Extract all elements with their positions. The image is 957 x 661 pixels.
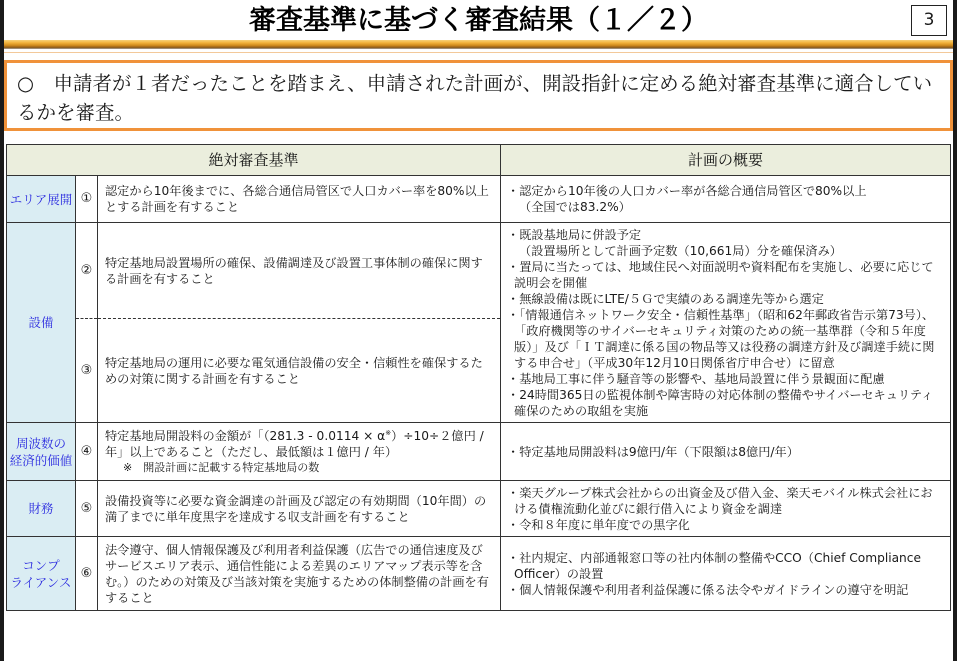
column-header-summary: 計画の概要 xyxy=(501,145,951,176)
criterion-text: 特定基地局の運用に必要な電気通信設備の安全・信頼性を確保するための対策に関する計画を有すること xyxy=(98,319,501,423)
summary-subline: （設置場所として計画予定数（10,661局）分を確保済み） xyxy=(519,243,842,258)
intro-callout xyxy=(4,60,953,131)
table-row xyxy=(7,481,951,537)
criterion-number: ② xyxy=(76,223,98,319)
category-line: 経済的価値 xyxy=(9,452,73,468)
header-divider-bar xyxy=(4,40,953,49)
criterion-number: ⑤ xyxy=(76,481,98,537)
category-cell: 設備 xyxy=(7,223,76,423)
footnote-mark: ※ xyxy=(385,428,392,437)
summary-bullet: ・「情報通信ネットワーク安全・信頼性基準」（昭和62年郵政省告示第73号）、「政府機関等のサイバーセキュリティ対策のための統一基準群（令和５年度版）」及び「ＩＴ調達に係る国の物品等又は役務の調達方針及び調達手続に関する申合せ」（平成30年12月10日関係省庁申合せ）に留意 xyxy=(507,307,935,370)
summary-bullet: ・無線設備は既にLTE/５Ｇで実績のある調達先等から選定 xyxy=(507,291,824,306)
column-header-criteria: 絶対審査基準 xyxy=(7,145,501,176)
summary-bullet: ・社内規定、内部通報窓口等の社内体制の整備やCCO（Chief Compliance Officer）の設置 xyxy=(507,550,921,581)
intro-text: ○ 申請者が１者だったことを踏まえ、申請された計画が、開設指針に定める絶対審査基準に適合しているかを審査。 xyxy=(17,72,933,124)
criterion-text: 設備投資等に必要な資金調達の計画及び認定の有効期間（10年間）の満了までに単年度黒字を達成する収支計画を有すること xyxy=(98,481,501,537)
review-criteria-table xyxy=(6,144,951,611)
summary-bullet: ・令和８年度に単年度での黒字化 xyxy=(507,517,690,532)
criterion-number: ③ xyxy=(76,319,98,423)
summary-bullet: ・認定から10年後の人口カバー率が各総合通信局管区で80%以上 xyxy=(507,184,867,198)
criterion-text: 法令遵守、個人情報保護及び利用者利益保護（広告での通信速度及びサービスエリア表示、通信性能による差異のエリアマップ表示等を含む。）のための対策及び当該対策を実施するための体制整備の計画を有すること xyxy=(98,537,501,611)
summary-bullet: ・個人情報保護や利用者利益保護に係る法令やガイドラインの遵守を明記 xyxy=(507,582,909,597)
summary-cell xyxy=(501,537,951,611)
table-row xyxy=(7,537,951,611)
category-cell xyxy=(7,537,76,611)
summary-cell xyxy=(501,423,951,481)
summary-bullet: ・置局に当たっては、地域住民へ対面説明や資料配布を実施し、必要に応じて説明会を開催 xyxy=(507,259,934,290)
criterion-formula-end: ）÷10÷２億円 / 年」以上であること（ただし、最低額は１億円 / 年） xyxy=(105,428,484,459)
criterion-text xyxy=(98,423,501,481)
category-line: コンプ xyxy=(22,557,60,573)
page-title: 審査基準に基づく審査結果（１／２） xyxy=(249,5,708,36)
summary-cell xyxy=(501,481,951,537)
summary-subline: （全国では83.2%） xyxy=(519,200,631,214)
table-row xyxy=(7,176,951,223)
header-divider-thin-line xyxy=(4,52,953,53)
summary-bullet: ・特定基地局開設料は9億円/年（下限額は8億円/年） xyxy=(507,444,799,459)
criterion-formula: 特定基地局開設料の金額が「（281.3 - 0.0114 × α xyxy=(105,428,386,443)
summary-bullet: ・楽天グループ株式会社からの出資金及び借入金、楽天モバイル株式会社における債権流動化並びに銀行借入により資金を調達 xyxy=(507,485,933,516)
summary-bullet: ・既設基地局に併設予定 xyxy=(507,227,642,242)
summary-cell xyxy=(501,223,951,423)
category-cell xyxy=(7,423,76,481)
table-header-row xyxy=(7,145,951,176)
page-number-badge: 3 xyxy=(911,5,947,36)
right-frame-border xyxy=(953,0,957,661)
table-row xyxy=(7,223,951,319)
summary-bullet: ・24時間365日の監視体制や障害時の対応体制の整備やサイバーセキュリティ確保のための取組を実施 xyxy=(507,387,934,418)
summary-bullet: ・基地局工事に伴う騒音等の影響や、基地局設置に伴う景観面に配慮 xyxy=(507,371,885,386)
criterion-text: 認定から10年後までに、各総合通信局管区で人口カバー率を80%以上とする計画を有すること xyxy=(98,176,501,223)
category-line: ライアンス xyxy=(10,574,72,590)
criterion-footnote: ※ 開設計画に記載する特定基地局の数 xyxy=(123,460,320,474)
summary-cell xyxy=(501,176,951,223)
category-line: 周波数の xyxy=(15,435,66,451)
criterion-number: ① xyxy=(76,176,98,223)
criterion-number: ④ xyxy=(76,423,98,481)
table-row xyxy=(7,423,951,481)
criterion-number: ⑥ xyxy=(76,537,98,611)
criterion-text: 特定基地局設置場所の確保、設備調達及び設置工事体制の確保に関する計画を有すること xyxy=(98,223,501,319)
category-cell: エリア展開 xyxy=(7,176,76,223)
category-cell: 財務 xyxy=(7,481,76,537)
